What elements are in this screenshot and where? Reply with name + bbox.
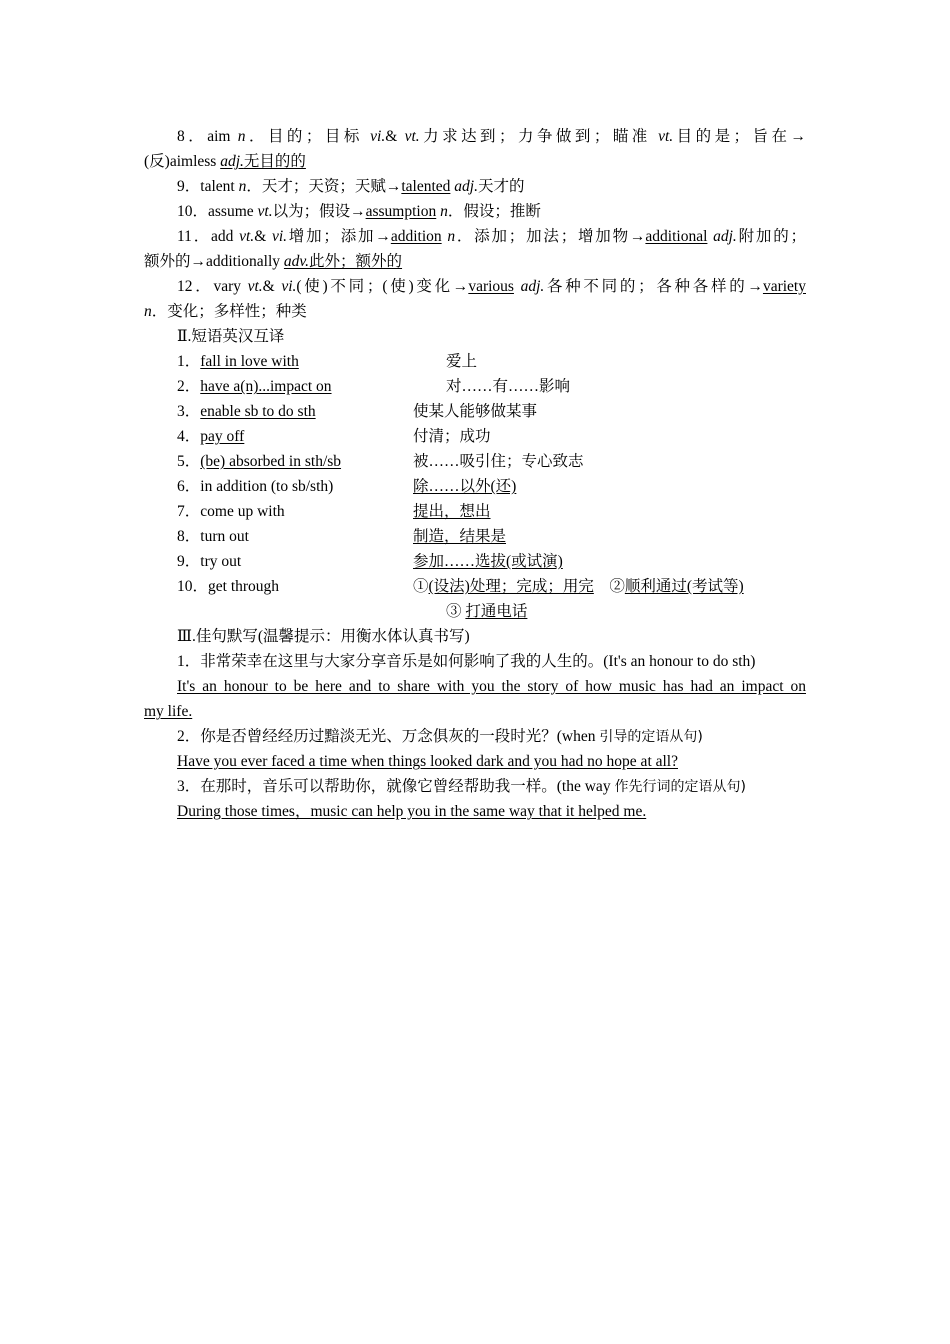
sentence-prompt: 1．非常荣幸在这里与大家分享音乐是如何影响了我的人生的。(It's an honour to do sth) [177, 653, 756, 670]
phrase-translation: ①(设法)处理；完成；用完 ②顺利通过(考试等) [413, 578, 744, 595]
phrase-row: 3．enable sb to do sth [177, 403, 316, 420]
sentence-answer-cont: my life. [144, 703, 193, 720]
section-2-title: Ⅱ.短语英汉互译 [177, 328, 285, 345]
phrase-row: 7．come up with [177, 503, 285, 520]
sentence-answer: Have you ever faced a time when things looked dark and you had no hope at all? [177, 753, 678, 770]
vocab-item-12-line1: 12．vary vt.& vi.(使)不同；(使)变化→various adj.各种不同的；各种各样的→variety [177, 278, 806, 295]
phrase-row: 6．in addition (to sb/sth) [177, 478, 334, 495]
vocab-item-11-line1: 11．add vt.& vi.增加；添加→addition n．添加；加法；增加物→additional adj.附加的； [177, 228, 807, 245]
phrase-translation-cont: ③ 打通电话 [446, 603, 528, 620]
phrase-row: 2．have a(n)...impact on [177, 378, 332, 395]
phrase-row: 9．try out [177, 553, 242, 570]
answer-blank: additional [645, 228, 708, 245]
phrase-row: 8．turn out [177, 528, 249, 545]
phrase-row: 10．get through [177, 578, 280, 595]
phrase-translation: 被……吸引住；专心致志 [413, 453, 584, 470]
sentence-prompt: 3．在那时，音乐可以帮助你，就像它曾经帮助我一样。(the way 作先行词的定语从句) [177, 778, 746, 795]
vocab-item-8-line2: (反)aimless adj.无目的的 [144, 153, 306, 170]
vocab-item-12-line2: n．变化；多样性；种类 [144, 303, 307, 320]
answer-blank: adv.此外；额外的 [283, 253, 403, 270]
answer-blank: talented [401, 178, 451, 195]
answer-blank: variety [762, 278, 806, 295]
sentence-answer: It's an honour to be here and to share with you the story of how music has had an impact on [177, 678, 806, 695]
phrase-translation: 付清；成功 [413, 428, 491, 445]
phrase-row: 5．(be) absorbed in sth/sb [177, 453, 342, 470]
section-3-title: Ⅲ.佳句默写(温馨提示：用衡水体认真书写) [177, 628, 470, 645]
vocab-item-10: 10．assume vt.以为；假设→assumption n．假设；推断 [177, 203, 541, 220]
answer-blank: various [468, 278, 514, 295]
phrase-translation: 除……以外(还) [413, 478, 517, 495]
answer-blank: assumption [365, 203, 437, 220]
vocab-item-8-line1: 8．aim n．目的；目标 vi.& vt.力求达到；力争做到；瞄准 vt.目的是；旨在→ [177, 128, 806, 145]
phrase-translation: 参加……选拔(或试演) [413, 553, 563, 570]
phrase-translation: 对……有……影响 [446, 378, 571, 395]
phrase-translation: 制造，结果是 [413, 528, 507, 545]
answer-blank: addition [390, 228, 442, 245]
phrase-translation: 使某人能够做某事 [413, 403, 538, 420]
phrase-row: 4．pay off [177, 428, 245, 445]
vocab-item-11-line2: 额外的→additionally adv.此外；额外的 [144, 253, 403, 270]
sentence-prompt: 2．你是否曾经经历过黯淡无光、万念俱灰的一段时光？(when 引导的定语从句) [177, 728, 703, 745]
phrase-row: 1．fall in love with [177, 353, 299, 370]
vocab-item-9: 9．talent n．天才；天资；天赋→talented adj.天才的 [177, 178, 525, 195]
answer-blank: adj.无目的的 [220, 153, 306, 170]
sentence-answer: During those times，music can help you in the same way that it helped me. [177, 803, 647, 820]
phrase-translation: 爱上 [446, 353, 478, 370]
phrase-translation: 提出，想出 [413, 503, 491, 520]
